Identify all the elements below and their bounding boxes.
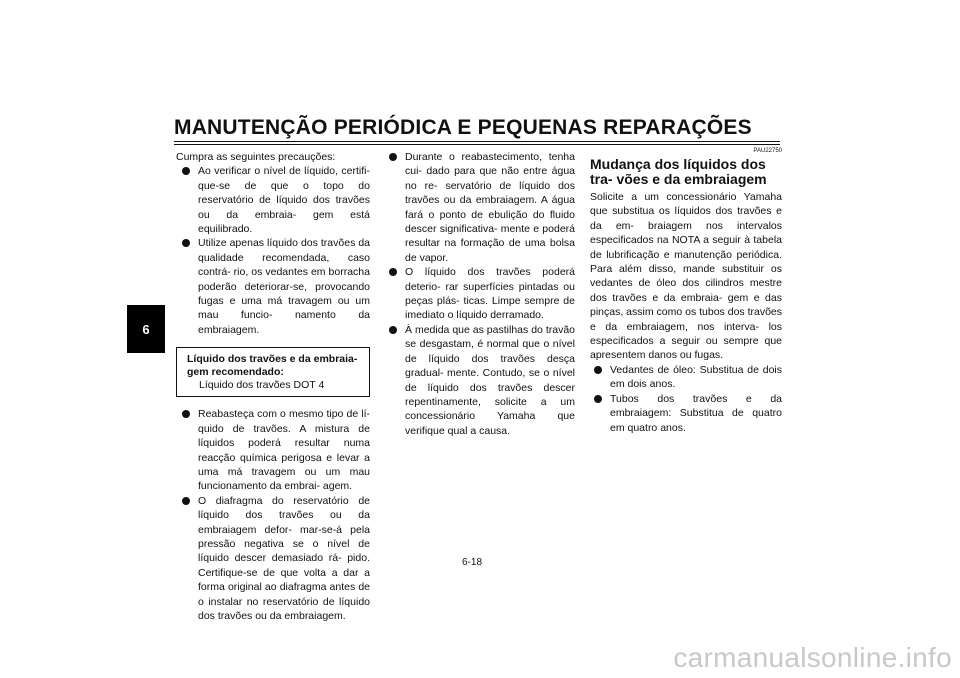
page-number: 6-18 [462,557,483,568]
recommended-fluid-value: Líquido dos travões DOT 4 [199,379,325,392]
list-item-text: O líquido dos travões poderá deterio- rar superfícies pintadas ou peças plás- ticas. Limpe sempre de imediato o líquido derramado. [405,266,575,322]
bullet-icon [389,153,397,161]
recommended-fluid-title: Líquido dos travões e da embraia- gem recomendado: [187,353,358,379]
bullet-icon [389,326,397,334]
bullet-icon [389,268,397,276]
bullet-icon [594,395,602,403]
list-item [385,150,575,265]
list-item [385,323,575,438]
list-item-text: Utilize apenas líquido dos travões da qualidade recomendada, caso contrá- rio, os vedantes em borracha poderão deteriorar-se, provocando fugas e uma má travagem ou um mau funcio- namento da embraiagem. [198,237,370,336]
column-2 [385,150,575,438]
page-title: MANUTENÇÃO PERIÓDICA E PEQUENAS REPARAÇÕES [174,116,752,139]
section-code: PAU22750 [753,148,782,154]
section-title: Mudança dos líquidos dos tra- vões e da embraiagem [590,156,767,187]
header-rule-top [174,141,780,142]
list-item-text: Reabasteça com o mesmo tipo de lí- quido de travões. A mistura de líquidos poderá resultar numa reacção química perigosa e levar a uma má travagem ou um mau funcionamento da embrai- agem. [198,408,370,493]
list-item-text: O diafragma do reservatório de líquido dos travões ou da embraiagem defor- mar-se-á pela pressão negativa se o nível de líquido descer demasiado rá- pido. Certifique-se de que volta a dar a forma original ao diafragma antes de o instalar no reservatório de líquido dos travões ou da embraiagem. [198,494,370,622]
list-item [178,236,370,337]
chapter-tab: 6 [127,305,165,353]
section-paragraph: Solicite a um concessionário Yamaha que substitua os líquidos dos travões e da em- braiagem nos intervalos especificados na NOTA a seguir à tabela de lubrificação e manutenção periódica. Para além disso, mande substituir os vedantes de óleo dos cilindros mestre dos travões e da embraia- gem e das pinças, assim como os tubos dos travões e da embraiagem, nos interva- los especificados a seguir ou sempre que apresentem danos ou fugas. [590,191,783,362]
list-item [178,407,370,493]
bullet-icon [182,410,190,418]
column-1 [176,150,370,623]
list-item [385,265,575,323]
list-item-text: À medida que as pastilhas do travão se desgastam, é normal que o nível de líquido dos travões desça gradual- mente. Contudo, se o nível de líquido dos travões descer repentinamente, solicite a um concessionário Yamaha que verifique qual a causa. [405,323,575,437]
bullet-icon [182,167,190,175]
list-item [178,164,370,236]
recommended-fluid-box [176,347,370,397]
bullet-icon [182,497,190,505]
list-item-text: Tubos dos travões e da embraiagem: Substitua de quatro em quatro anos. [610,392,782,434]
watermark: carmanualsonline.info [673,642,952,673]
list-item-text: Vedantes de óleo: Substitua de dois em dois anos. [610,363,782,391]
list-item [178,494,370,624]
list-item [590,392,782,435]
list-item-text: Ao verificar o nível de líquido, certifi- que-se de que o topo do reservatório de líquido dos travões ou da embraia- gem está equilibrado. [198,165,370,236]
bullet-icon [182,239,190,247]
bullet-icon [594,366,602,374]
column-3 [590,150,782,435]
precautions-intro: Cumpra as seguintes precauções: [176,151,336,163]
header-rule-bottom [174,144,780,145]
list-item [590,363,782,392]
list-item-text: Durante o reabastecimento, tenha cui- dado para que não entre água no re- servatório de líquido dos travões ou da embraiagem. A água fará o ponto de ebulição do fluido descer significativa- mente e poderá resultar na formação de uma bolsa de vapor. [405,151,575,264]
